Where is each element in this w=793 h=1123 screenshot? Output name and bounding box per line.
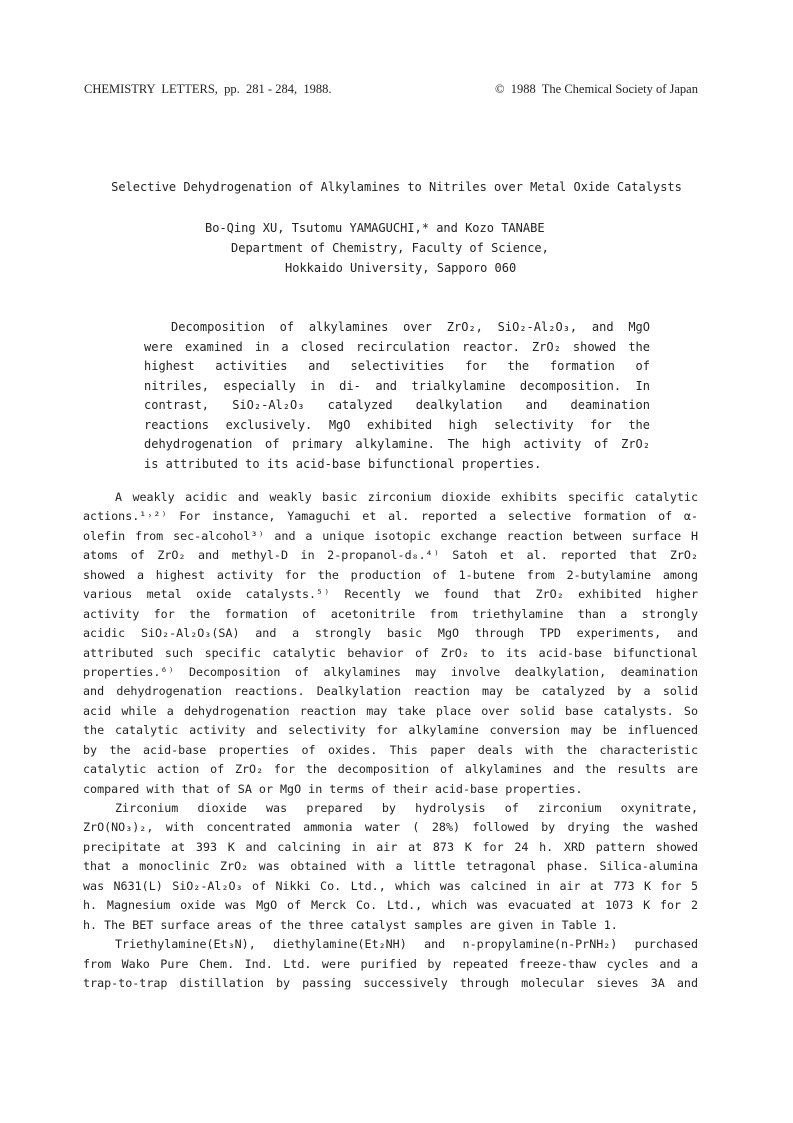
- affiliation-line-2: Hokkaido University, Sapporo 060: [285, 261, 517, 275]
- body-line: Zirconium dioxide was prepared by hydrolysis of zirconium oxynitrate,: [115, 801, 698, 815]
- abstract-line: is attributed to its acid-base bifunctional properties.: [144, 456, 542, 471]
- body-line: by the acid-base properties of oxides. This paper deals with the characteristic: [83, 742, 698, 757]
- body-line: Triethylamine(Et₃N), diethylamine(Et₂NH) and n-propylamine(n-PrNH₂) purchased: [115, 937, 698, 952]
- body-line: was N631(L) SiO₂-Al₂O₃ of Nikki Co. Ltd., which was calcined in air at 773 K for 5: [83, 878, 698, 893]
- abstract-line: highest activities and selectivities for the formation of: [144, 359, 650, 373]
- body-line: A weakly acidic and weakly basic zirconium dioxide exhibits specific catalytic: [115, 490, 698, 504]
- author-list: Bo-Qing XU, Tsutomu YAMAGUCHI,* and Kozo TANABE: [205, 221, 545, 235]
- body-line: the catalytic activity and selectivity for alkylamine conversion may be influenced: [83, 723, 698, 738]
- abstract: [144, 318, 650, 474]
- abstract-line: reactions exclusively. MgO exhibited high selectivity for the: [144, 417, 650, 432]
- body-line: trap-to-trap distillation by passing successively through molecular sieves 3A and: [83, 975, 698, 990]
- body-text: [83, 488, 698, 993]
- body-line: precipitate at 393 K and calcining in air at 873 K for 24 h. XRD pattern showed: [83, 839, 698, 854]
- body-line: showed a highest activity for the production of 1-butene from 2-butylamine among: [83, 567, 698, 582]
- copyright-notice: © 1988 The Chemical Society of Japan: [495, 82, 698, 96]
- abstract-line: nitriles, especially in di- and trialkylamine decomposition. In: [144, 378, 650, 393]
- paper-title: Selective Dehydrogenation of Alkylamines to Nitriles over Metal Oxide Catalysts: [111, 180, 682, 194]
- body-line: h. The BET surface areas of the three catalyst samples are given in Table 1.: [83, 917, 618, 932]
- body-line: olefin from sec-alcohol³⁾ and a unique isotopic exchange reaction between surface H: [83, 528, 698, 543]
- affiliation-line-1: Department of Chemistry, Faculty of Science,: [231, 241, 549, 255]
- body-line: actions.¹˒²⁾ For instance, Yamaguchi et al. reported a selective formation of α-: [83, 509, 698, 524]
- abstract-line: dehydrogenation of primary alkylamine. The high activity of ZrO₂: [144, 437, 650, 451]
- abstract-line: Decomposition of alkylamines over ZrO₂, SiO₂-Al₂O₃, and MgO: [171, 320, 650, 334]
- body-line: compared with that of SA or MgO in terms of their acid-base properties.: [83, 781, 583, 796]
- body-line: and dehydrogenation reactions. Dealkylation reaction may be catalyzed by a solid: [83, 684, 698, 699]
- body-line: h. Magnesium oxide was MgO of Merck Co. Ltd., which was evacuated at 1073 K for 2: [83, 898, 698, 913]
- body-line: acid while a dehydrogenation reaction may take place over solid base catalysts. So: [83, 703, 698, 718]
- body-line: attributed such specific catalytic behavior of ZrO₂ to its acid-base bifunctional: [83, 645, 698, 660]
- body-line: activity for the formation of acetonitrile from triethylamine than a strongly: [83, 606, 698, 621]
- body-line: acidic SiO₂-Al₂O₃(SA) and a strongly basic MgO through TPD experiments, and: [83, 626, 698, 641]
- abstract-line: contrast, SiO₂-Al₂O₃ catalyzed dealkylation and deamination: [144, 398, 650, 412]
- abstract-line: were examined in a closed recirculation reactor. ZrO₂ showed the: [144, 339, 650, 354]
- body-line: atoms of ZrO₂ and methyl-D in 2-propanol-d₈.⁴⁾ Satoh et al. reported that ZrO₂: [83, 548, 698, 563]
- body-line: ZrO(NO₃)₂, with concentrated ammonia water ( 28%) followed by drying the washed: [83, 820, 698, 835]
- body-line: from Wako Pure Chem. Ind. Ltd. were purified by repeated freeze-thaw cycles and a: [83, 956, 698, 971]
- body-line: various metal oxide catalysts.⁵⁾ Recently we found that ZrO₂ exhibited higher: [83, 587, 698, 602]
- journal-header: CHEMISTRY LETTERS, pp. 281 - 284, 1988.: [84, 82, 332, 96]
- body-line: properties.⁶⁾ Decomposition of alkylamines may involve dealkylation, deamination: [83, 664, 698, 679]
- body-line: catalytic action of ZrO₂ for the decomposition of alkylamines and the results are: [83, 762, 698, 777]
- body-line: that a monoclinic ZrO₂ was obtained with a little tetragonal phase. Silica-alumina: [83, 859, 698, 874]
